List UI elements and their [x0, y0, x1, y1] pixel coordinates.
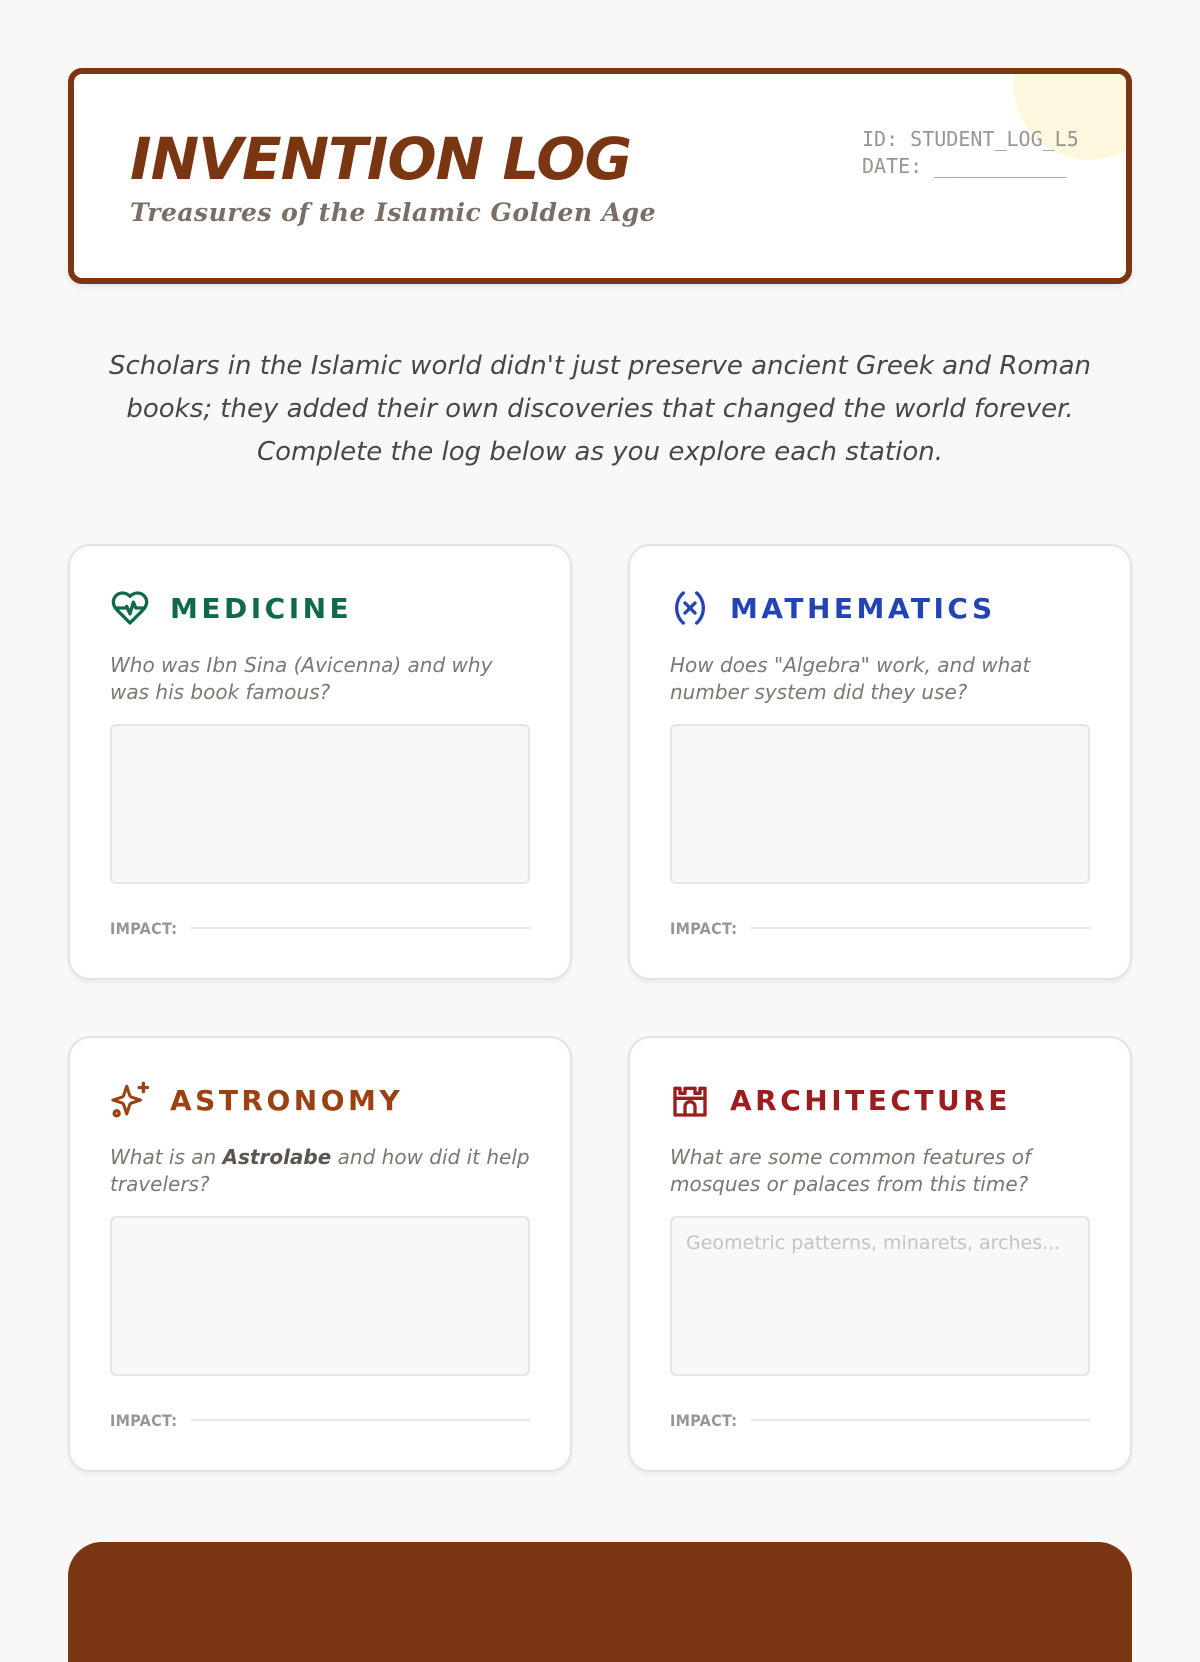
impact-label: IMPACT: [670, 1410, 738, 1430]
mathematics-answer-field[interactable] [670, 724, 1090, 884]
card-header [110, 588, 352, 628]
intro-text: Scholars in the Islamic world didn't just preserve ancient Greek and Roman books; they added their own discoveries that changed the world forever. Complete the log below as you explore each station. [108, 351, 1092, 467]
architecture-card [628, 1036, 1132, 1472]
medicine-answer-field[interactable] [110, 724, 530, 884]
astronomy-card [68, 1036, 572, 1472]
heart-pulse-icon [110, 588, 152, 628]
card-question: How does "Algebra" work, and what number system did they use? [670, 653, 1031, 704]
medicine-card [68, 544, 572, 980]
impact-input-line[interactable] [751, 927, 1090, 929]
footer-banner [68, 1542, 1132, 1662]
impact-row [110, 1408, 530, 1432]
card-question [110, 1144, 530, 1198]
astronomy-answer-field[interactable] [110, 1216, 530, 1376]
card-title: ASTRONOMY [170, 1083, 404, 1117]
card-title: MATHEMATICS [730, 591, 996, 625]
card-question: What are some common features of mosques or palaces from this time? [670, 1145, 1032, 1196]
card-question: Who was Ibn Sina (Avicenna) and why was his book famous? [110, 653, 493, 704]
question-text: What is an [110, 1145, 223, 1169]
page-subtitle: Treasures of the Islamic Golden Age [130, 198, 657, 227]
impact-row [110, 916, 530, 940]
date-label: DATE: ___________ [862, 154, 1067, 178]
impact-input-line[interactable] [191, 1419, 530, 1421]
impact-row [670, 1408, 1090, 1432]
impact-input-line[interactable] [191, 927, 530, 929]
castle-icon [670, 1080, 712, 1120]
page-title: INVENTION LOG [130, 125, 632, 193]
card-title: MEDICINE [170, 591, 353, 625]
card-header [670, 588, 996, 628]
header-meta [862, 126, 1079, 180]
variable-x-icon [670, 588, 712, 628]
architecture-answer-field[interactable] [670, 1216, 1090, 1376]
card-header [670, 1080, 1011, 1120]
impact-input-line[interactable] [751, 1419, 1090, 1421]
header-card [68, 68, 1132, 284]
impact-label: IMPACT: [110, 1410, 178, 1430]
question-text: and how did it help travelers? [110, 1145, 530, 1196]
impact-label: IMPACT: [670, 918, 738, 938]
card-title: ARCHITECTURE [730, 1083, 1011, 1117]
question-keyword: Astrolabe [222, 1145, 332, 1169]
sparkles-icon [110, 1080, 152, 1120]
impact-row [670, 916, 1090, 940]
mathematics-card [628, 544, 1132, 980]
impact-label: IMPACT: [110, 918, 178, 938]
student-id-label: ID: STUDENT_LOG_L5 [862, 127, 1079, 151]
card-header [110, 1080, 403, 1120]
